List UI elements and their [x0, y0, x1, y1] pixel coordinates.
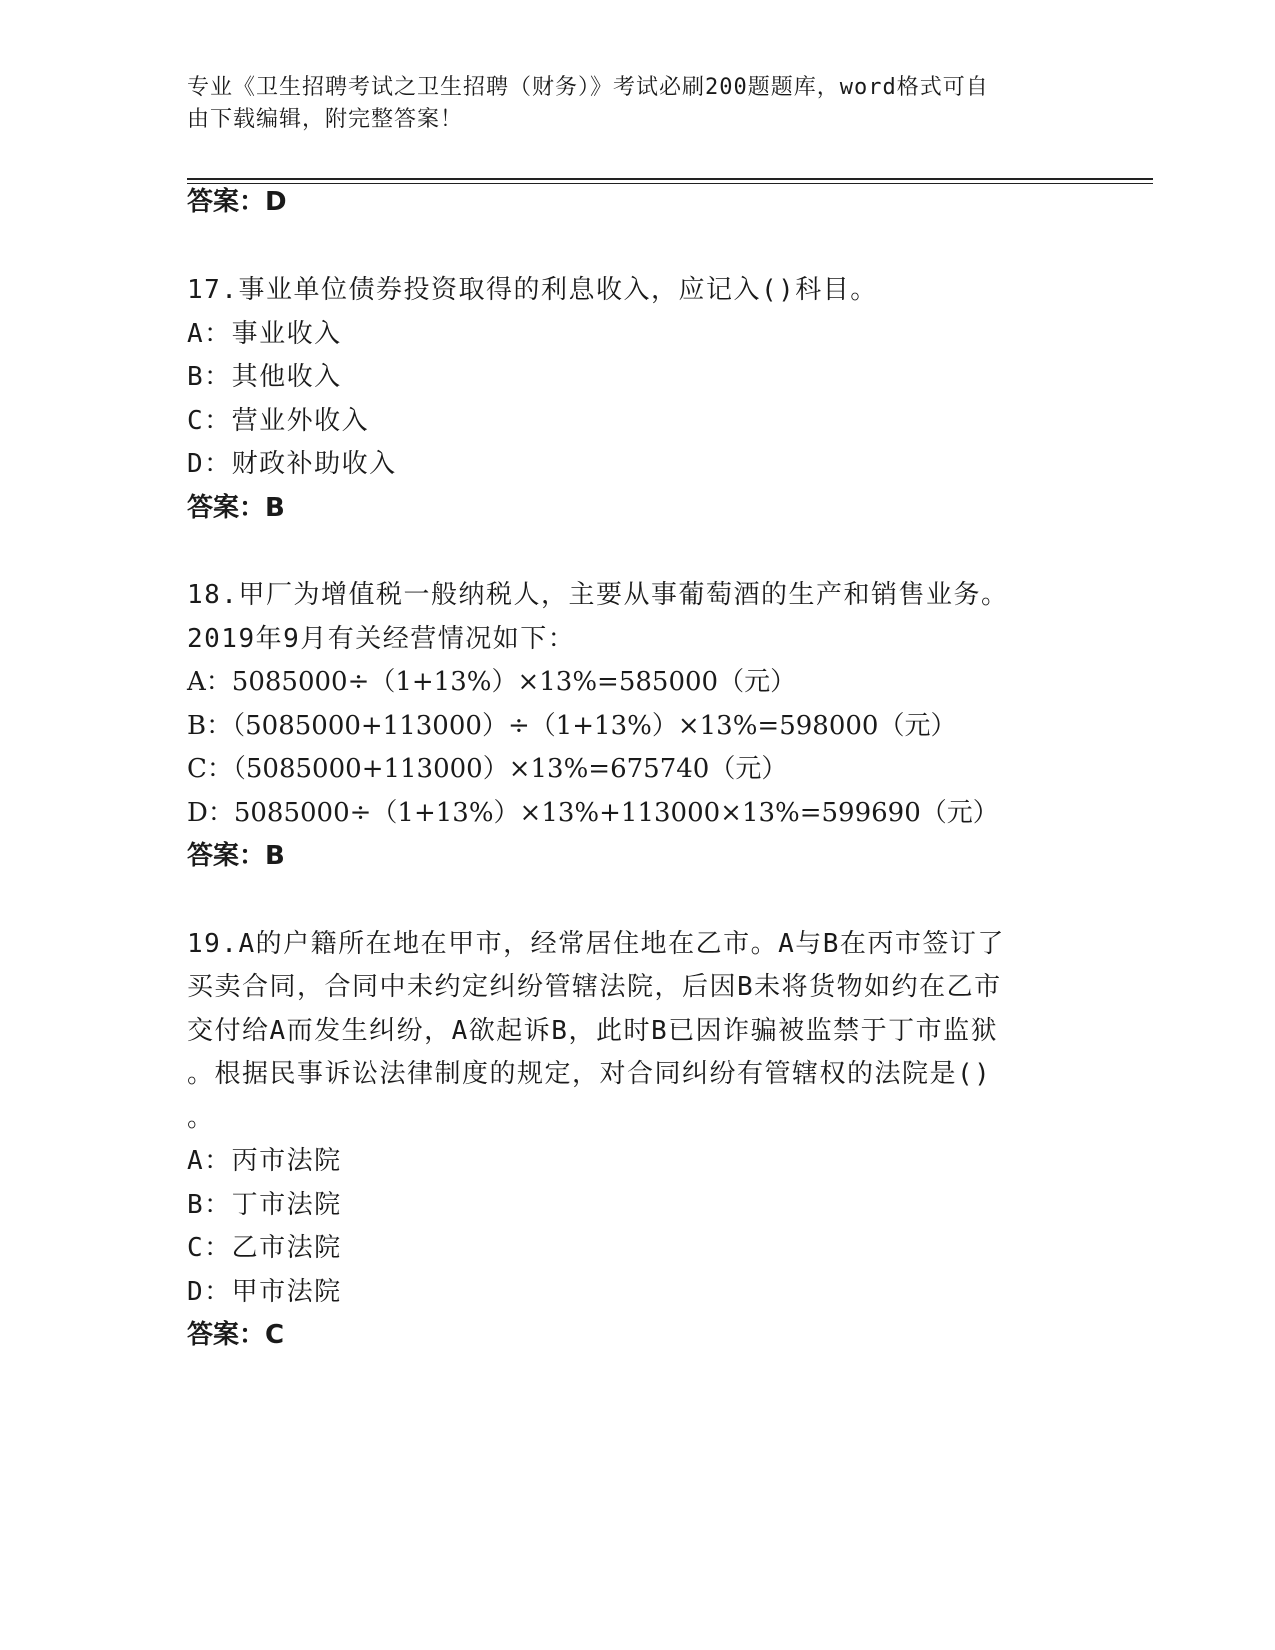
question-18-answer: 答案：B: [187, 841, 285, 871]
question-19-option-d: D：甲市法院: [187, 1277, 342, 1307]
question-18-option-b: B：（5085000+113000）÷（1+13%）×13%=598000（元）: [187, 711, 957, 741]
question-18-stem-line-2: 2019年9月有关经营情况如下：: [187, 624, 576, 654]
question-17-option-c: C：营业外收入: [187, 406, 370, 436]
question-19-option-c: C：乙市法院: [187, 1233, 342, 1263]
question-17-option-b: B：其他收入: [187, 362, 342, 392]
header-divider-thin: [187, 183, 1153, 184]
question-18-option-d: D：5085000÷（1+13%）×13%+113000×13%=599690（元）: [187, 798, 999, 828]
question-19-stem-line-1: 19.A的户籍所在地在甲市，经常居住地在乙市。A与B在丙市签订了: [187, 929, 1005, 959]
question-19-stem-line-5: 。: [187, 1103, 215, 1133]
question-19-stem-line-2: 买卖合同，合同中未约定纠纷管辖法院，后因B未将货物如约在乙市: [187, 972, 1002, 1002]
header-line-1: 专业《卫生招聘考试之卫生招聘（财务）》考试必刷200题题库，word格式可自: [187, 75, 989, 100]
previous-answer: 答案：D: [187, 187, 287, 217]
question-18-option-c: C：（5085000+113000）×13%=675740（元）: [187, 754, 788, 784]
question-17-option-d: D：财政补助收入: [187, 449, 397, 479]
document-header: [187, 72, 1087, 136]
question-19-option-a: A：丙市法院: [187, 1146, 342, 1176]
question-17-stem: 17.事业单位债券投资取得的利息收入，应记入()科目。: [187, 275, 878, 305]
question-18-stem-line-1: 18.甲厂为增值税一般纳税人，主要从事葡萄酒的生产和销售业务。: [187, 580, 1009, 610]
header-line-2: 由下载编辑，附完整答案！: [187, 107, 464, 132]
question-18-option-a: A：5085000÷（1+13%）×13%=585000（元）: [187, 667, 797, 697]
header-divider-thick: [187, 178, 1153, 180]
question-19-stem-line-4: 。根据民事诉讼法律制度的规定，对合同纠纷有管辖权的法院是(): [187, 1059, 992, 1089]
question-17-answer: 答案：B: [187, 493, 285, 523]
question-19-option-b: B：丁市法院: [187, 1190, 342, 1220]
question-19-answer: 答案：C: [187, 1320, 285, 1350]
question-19-stem-line-3: 交付给A而发生纠纷，A欲起诉B，此时B已因诈骗被监禁于丁市监狱: [187, 1016, 999, 1046]
question-17-option-a: A：事业收入: [187, 319, 342, 349]
